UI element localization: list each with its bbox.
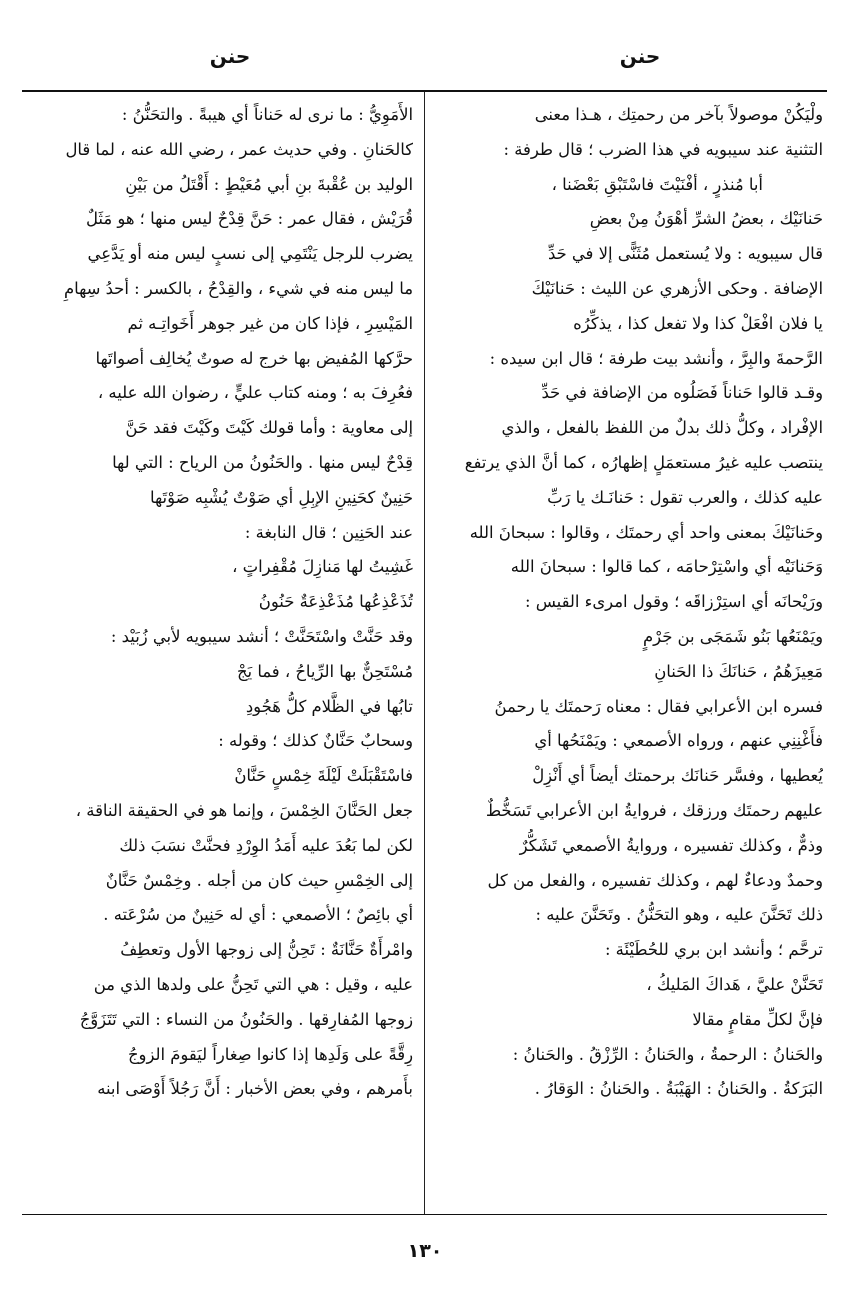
text-line: قُرَيْش ، فقال عمر : حَنَّ قِدْحٌ ليس منها ؛ هو مَثَلٌ — [86, 209, 413, 229]
text-line: كالحَنانِ . وفي حديث عمر ، رضي الله عنه ، لما قال — [65, 139, 413, 159]
text-line: والحَنانُ : الرحمةُ ، والحَنانُ : الرِّزْقُ . والحَنانُ : — [512, 1044, 823, 1064]
text-line: المَيْسِرِ ، فإذا كان من غير جوهر أَخَواتِـه ثم — [127, 313, 413, 333]
text-line: عند الحَنِين ؛ قال النابغة : — [244, 522, 413, 542]
text-line: وقـد قالوا حَناناً فَصَلُوه من الإضافة في حَدِّ — [541, 383, 823, 403]
text-line: البَرَكةُ . والحَنانُ : الهَيْبَةُ . والحَنانُ : الوَقارُ . — [534, 1079, 823, 1099]
text-line: التثنية عند سيبويه في هذا الضرب ؛ قال طرفة : — [503, 139, 823, 159]
verse-line: غَشِيتُ لها مَنازِلَ مُقْفِراتٍ ، — [232, 557, 413, 577]
text-line: الأَمَوِيُّ : ما نرى له حَناناً أي هيبةً . والتحَنُّنُ : — [121, 105, 413, 124]
text-line: الرَّحمةَ والبِرَّ ، وأنشد بيت طرفة ؛ قال ابن سيده : — [489, 348, 823, 368]
headword-left: حنن — [209, 44, 251, 68]
text-line: يضرب للرجل يَنْتَمِي إلى نسبٍ ليس منه أو يَدَّعِي — [87, 244, 413, 264]
text-line: فأَغْنِنِي عنهم ، ورواه الأصمعي : ويَمْنَحُها أي — [534, 731, 823, 751]
page-number: ١٣٠ — [407, 1240, 443, 1262]
text-line: ينتصب عليه غيرُ مستعمَلٍ إظهارُه ، كما أنَّ الذي يرتفع — [464, 452, 823, 472]
text-line: عليهم رحمتَك ورزقك ، فروايةُ ابن الأعرابي تَسَخُّطٌ — [485, 800, 823, 820]
text-line: إلى معاوية : وأما قولك كَيْتَ وكَيْتَ فقد حَنَّ — [125, 418, 413, 438]
text-line: زوجها المُفارِقها . والحَنُونُ من النساء : التي تَتَزَوَّجُ — [79, 1009, 413, 1029]
text-line: حرَّكها المُفيض بها خرج له صوتٌ يُخالِف أصواتَها — [95, 348, 413, 368]
text-line: ذلك تَحَنَّنَ عليه ، وهو التحَنُّنُ . وتَحَنَّنَ عليه : — [535, 905, 823, 925]
text-line: عليه كذلك ، والعرب تقول : حَنانَـك يا رَبِّ — [547, 487, 823, 507]
bottom-rule — [22, 1214, 827, 1215]
text-line: وامْرأَةٌ حَنَّانَةٌ : تَحِنُّ إلى زوجها الأول وتعطِفُ — [120, 940, 413, 960]
text-line: حَنِينٌ كحَنِينِ الإبِلِ أي صَوْتٌ يُشْبِه صَوْتَها — [149, 487, 413, 507]
text-line: ما ليس منه في شيء ، والقِدْحُ ، بالكسر : أحدُ سِهامِ — [63, 278, 413, 298]
text-line: قِدْحٌ ليس منها . والحَنُونُ من الرياح : التي لها — [112, 452, 413, 472]
verse-line: ويَمْنَعُها بَنُو شَمَجَى بن جَرْمٍ — [643, 626, 823, 646]
text-line: وقد حَنَّتْ واسْتَحَنَّتْ ؛ أنشد سيبويه لأبي زُبَيْد : — [110, 626, 413, 646]
verse-line: تَحَنَّنْ عليَّ ، هَداكَ المَليكُ ، — [646, 974, 823, 994]
text-line: فسره ابن الأعرابي فقال : معناه رَحمتَك يا رحمنُ — [494, 696, 823, 716]
text-line: عليه ، وقيل : هي التي تَحِنُّ على ولدها الذي من — [93, 974, 413, 994]
verse-line: تُذَعْذِعُها مُذَعْذِعَةٌ حَنُونُ — [258, 592, 413, 612]
text-line: ورَيْحانَه أي استِرْزاقَه ؛ وقول امرىء القيس : — [525, 592, 823, 612]
text-line: الإفْراد ، وكلُّ ذلك بدلٌ من اللفظ بالفعل ، والذي — [501, 418, 823, 438]
verse-line: فاسْتَقْبَلَتْ لَيْلَةَ خِمْسٍ حَنَّانْ — [234, 766, 413, 786]
text-line: إلى الخِمْسِ حيث كان من أجله . وخِمْسٌ حَنَّانٌ — [105, 870, 413, 890]
verse-line: مَعِيزَهُمُ ، حَنانَكَ ذا الحَنانِ — [654, 661, 823, 681]
verse-line: حَنانَيْك ، بعضُ الشرِّ أهْوَنُ مِنْ بعضِ — [589, 209, 823, 229]
left-column — [28, 98, 413, 1208]
column-divider — [424, 92, 425, 1214]
verse-line: أبا مُنذرٍ ، أفْنَيْتَ فاسْتَبْقِ بَعْضَنا ، — [551, 174, 763, 194]
text-line: فعُرِفَ به ؛ ومنه كتاب عليٍّ ، رضوان الله عليه ، — [97, 383, 413, 403]
text-line: وَحَنانَيْه أي واسْتِرْحامَه ، كما قالوا : سبحانَ الله — [510, 557, 823, 577]
verse-line: مُسْتَحِنٌّ بها الرِّياحُ ، فما يَجْ — [236, 661, 413, 681]
right-column — [438, 98, 823, 1208]
text-line: يُعطيها ، وفسَّر حَنانَك برحمتك أيضاً أي أَنْزِلْ — [532, 766, 823, 786]
verse-line: تابُها في الظَّلام كلُّ هَجُودِ — [245, 696, 413, 716]
text-line: وسحابٌ حَنَّانٌ كذلك ؛ وقوله : — [218, 731, 413, 751]
text-line: وحمدٌ ودعاءٌ لهم ، وكذلك تفسيره ، والفعل من كل — [487, 870, 823, 890]
text-line: وحَنانَيْكَ بمعنى واحد أي رحمتَك ، وقالوا : سبحانَ الله — [469, 522, 823, 542]
text-line: الوليد بن عُقْبةَ بنِ أبي مُعَيْطٍ : أَقْتَلُ من بَيْنِ — [125, 174, 413, 194]
text-line: جعل الحَنَّانَ الخِمْسَ ، وإنما هو في الحقيقة الناقة ، — [75, 800, 413, 820]
text-line: رِقَّةً على وَلَدِها إذا كانوا صِغاراً ليَقومَ الزوجُ — [127, 1044, 413, 1064]
text-line: لكن لما بَعُدَ عليه أَمَدُ الوِرْدِ فحنَّتْ نسَبَ ذلك — [119, 835, 413, 855]
text-line: وذمٌّ ، وكذلك تفسيره ، وروايةُ الأصمعي تَشَكُّرٌ — [519, 835, 823, 855]
text-line: ولْيَكُنْ موصولاً بآخر من رحمتِك ، هـذا معنى — [534, 105, 823, 124]
text-line: أي بائِصٌ ؛ الأصمعي : أي له حَنِينٌ من سُرْعَته . — [103, 905, 413, 925]
verse-line: فإنَّ لكلِّ مقامٍ مقالا — [692, 1009, 823, 1029]
text-line: الإضافة . وحكى الأزهري عن الليث : حَنانَيْكَ — [531, 278, 823, 298]
text-line: بأَمرهم ، وفي بعض الأخبار : أَنَّ رَجُلاً أَوْصَى ابنه — [97, 1079, 413, 1099]
text-line: يا فلان افْعَلْ كذا ولا تفعل كذا ، يذكِّرُه — [573, 313, 823, 333]
text-line: قال سيبويه : ولا يُستعمل مُثَنًّى إلا في حَدِّ — [547, 244, 823, 264]
text-line: ترحَّم ؛ وأنشد ابن بري للحُطَيْئَة : — [604, 940, 823, 960]
headword-right: حنن — [619, 44, 661, 68]
